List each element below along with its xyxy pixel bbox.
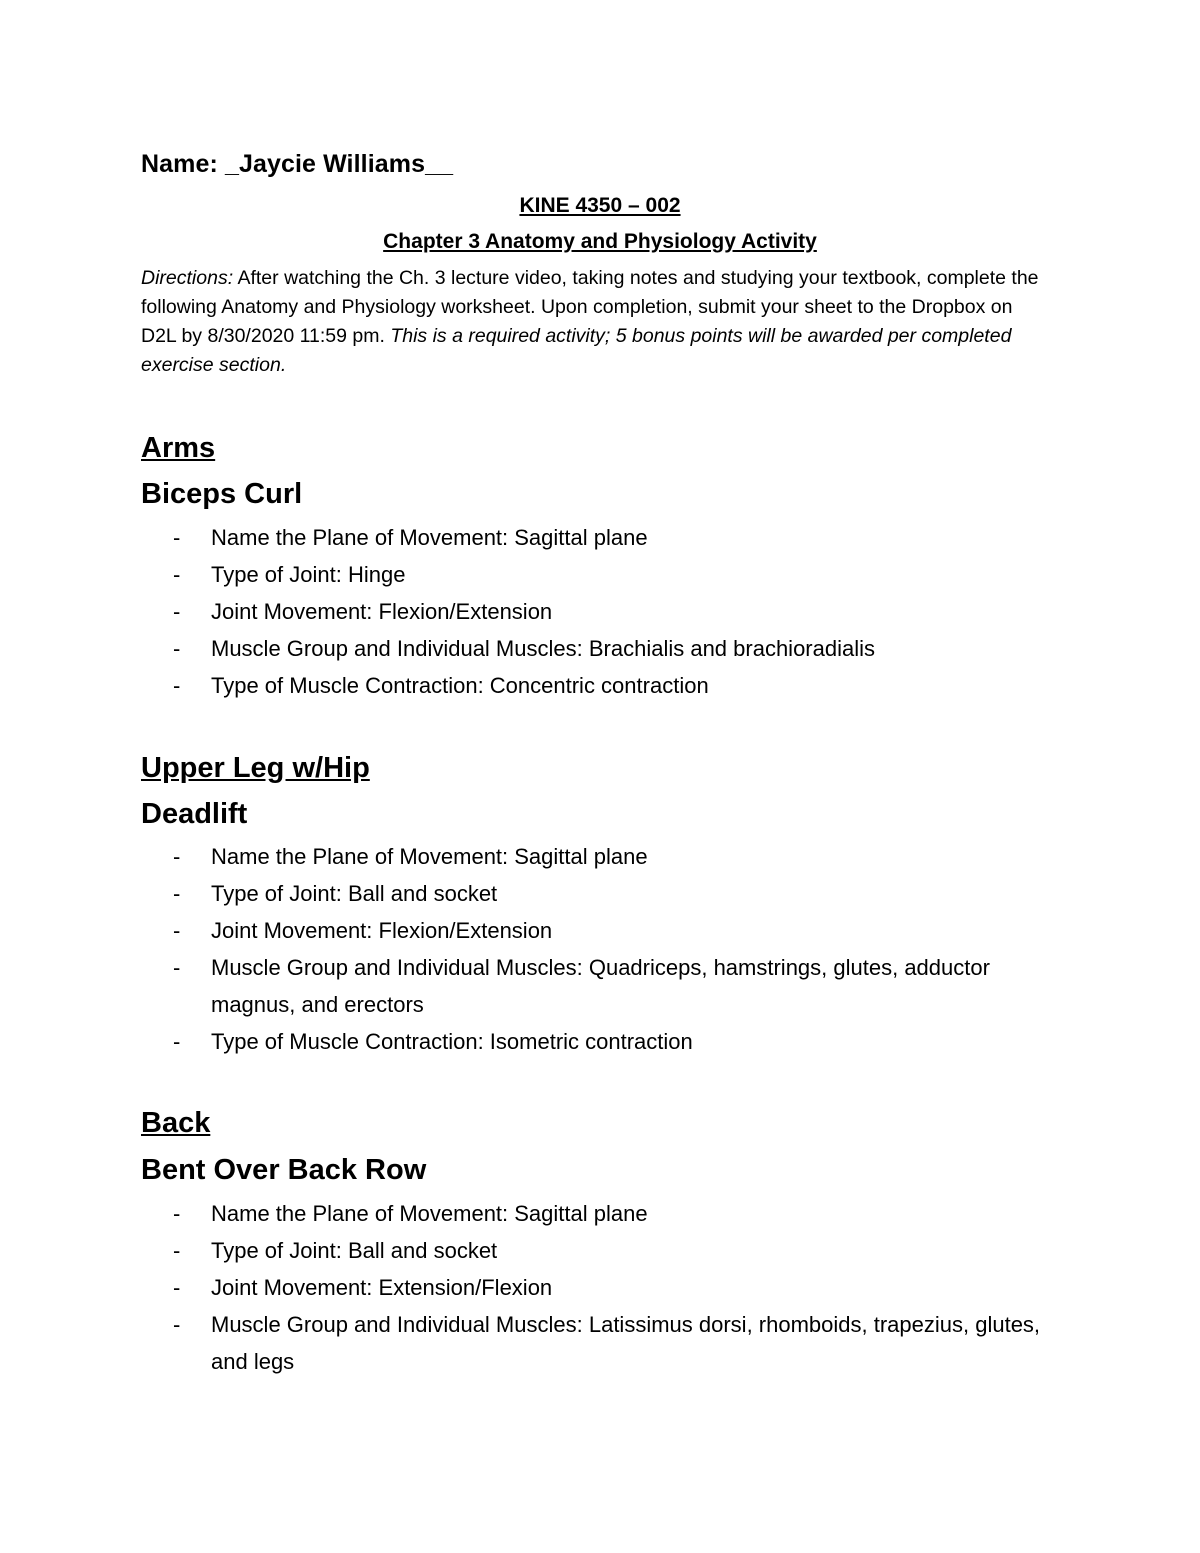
- list-item: [141, 1232, 1041, 1269]
- list-dash: -: [173, 599, 181, 624]
- list-item-text: Muscle Group and Individual Muscles: Brachialis and brachioradialis: [211, 636, 875, 661]
- list-item-text: Joint Movement: Flexion/Extension: [211, 599, 553, 624]
- student-name-line: Name: _Jaycie Williams__: [141, 150, 454, 178]
- section-title-upper-leg: Upper Leg w/Hip: [141, 752, 370, 784]
- directions-paragraph: [141, 264, 1041, 380]
- list-item-text: Joint Movement: Flexion/Extension: [211, 918, 553, 943]
- list-item: [141, 1195, 1041, 1232]
- list-item-text: Type of Joint: Ball and socket: [211, 881, 498, 906]
- list-item: [141, 667, 1041, 704]
- list-item-text: Muscle Group and Individual Muscles: Quadriceps, hamstrings, glutes, adductor magnus, and erectors: [211, 955, 990, 1017]
- exercise-title-bent-over-back-row: Bent Over Back Row: [141, 1154, 427, 1186]
- list-item: [141, 593, 1041, 630]
- list-item-text: Type of Joint: Ball and socket: [211, 1238, 498, 1263]
- list-dash: -: [173, 918, 181, 943]
- list-item-text: Name the Plane of Movement: Sagittal plane: [211, 1201, 648, 1226]
- directions-label: Directions:: [141, 267, 234, 289]
- exercise-title-biceps-curl: Biceps Curl: [141, 478, 303, 510]
- list-dash: -: [173, 844, 181, 869]
- question-list-arms: [141, 519, 1041, 704]
- list-dash: -: [173, 1312, 181, 1337]
- list-item: [141, 1269, 1041, 1306]
- list-item: [141, 1023, 1041, 1060]
- list-item-text: Joint Movement: Extension/Flexion: [211, 1275, 553, 1300]
- list-item: [141, 912, 1041, 949]
- list-dash: -: [173, 1201, 181, 1226]
- list-item: [141, 875, 1041, 912]
- list-dash: -: [173, 881, 181, 906]
- section-title-arms: Arms: [141, 432, 216, 464]
- list-item: [141, 630, 1041, 667]
- list-item: [141, 838, 1041, 875]
- list-item: [141, 519, 1041, 556]
- section-title-back: Back: [141, 1107, 211, 1139]
- course-code: KINE 4350 – 002: [519, 194, 681, 217]
- list-dash: -: [173, 562, 181, 587]
- list-dash: -: [173, 1029, 181, 1054]
- list-dash: -: [173, 1238, 181, 1263]
- exercise-title-deadlift: Deadlift: [141, 798, 248, 830]
- activity-title: Chapter 3 Anatomy and Physiology Activity: [383, 230, 817, 253]
- list-item-text: Type of Muscle Contraction: Concentric contraction: [211, 673, 709, 698]
- directions-note: This is a required activity; 5 bonus points will be awarded per completed exercise section.: [141, 325, 1012, 376]
- list-item-text: Type of Muscle Contraction: Isometric contraction: [211, 1029, 693, 1054]
- list-item-text: Name the Plane of Movement: Sagittal plane: [211, 525, 648, 550]
- directions-body: After watching the Ch. 3 lecture video, taking notes and studying your textbook, complete the following Anatomy and Physiology worksheet. Upon completion, submit your sheet to the Dropbox on D2L by 8/30/2020 11:59 pm.: [141, 267, 1039, 347]
- list-item: [141, 556, 1041, 593]
- question-list-back: [141, 1195, 1041, 1380]
- list-dash: -: [173, 673, 181, 698]
- list-item: [141, 949, 1041, 1023]
- list-item: [141, 1306, 1041, 1380]
- question-list-upper-leg: [141, 838, 1041, 1060]
- list-item-text: Type of Joint: Hinge: [211, 562, 406, 587]
- list-dash: -: [173, 525, 181, 550]
- list-dash: -: [173, 1275, 181, 1300]
- list-dash: -: [173, 955, 181, 980]
- list-dash: -: [173, 636, 181, 661]
- list-item-text: Muscle Group and Individual Muscles: Latissimus dorsi, rhomboids, trapezius, glutes, and legs: [211, 1312, 1041, 1374]
- list-item-text: Name the Plane of Movement: Sagittal plane: [211, 844, 648, 869]
